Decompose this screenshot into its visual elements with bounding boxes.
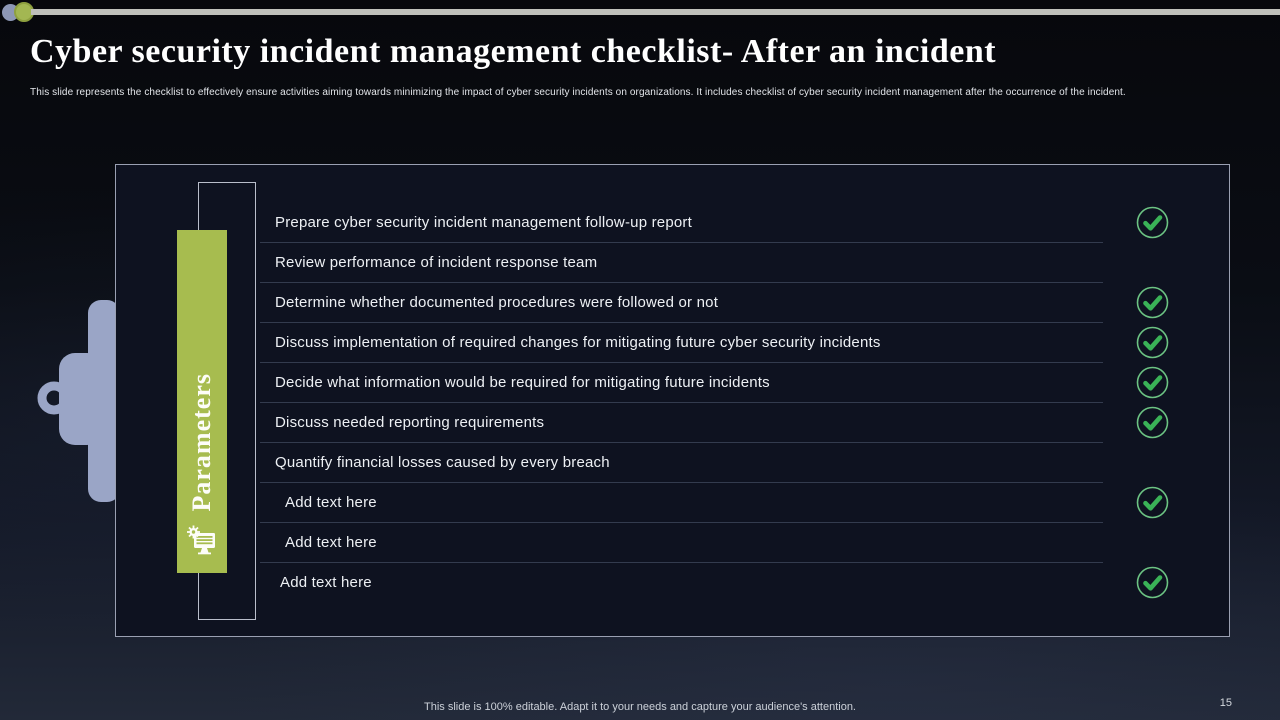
checklist-rows	[260, 203, 1103, 602]
check-circle-icon	[1135, 283, 1169, 323]
checklist-row	[260, 443, 1103, 483]
checklist-item-text: Determine whether documented procedures were followed or not	[275, 294, 719, 311]
check-column	[1135, 203, 1169, 602]
checklist-row	[260, 363, 1103, 403]
page-number: 15	[1219, 697, 1232, 709]
parameters-bar	[177, 230, 227, 573]
check-slot-empty	[1135, 442, 1169, 482]
checklist-row	[260, 323, 1103, 363]
checklist-item-text: Decide what information would be required for mitigating future incidents	[275, 374, 770, 391]
checklist-item-text: Review performance of incident response team	[275, 254, 598, 271]
checklist-item-text: Add text here	[285, 494, 377, 511]
checklist-item-text: Discuss implementation of required changes for mitigating future cyber security incidents	[275, 334, 881, 351]
checklist-row	[260, 403, 1103, 443]
monitor-gear-icon	[186, 525, 218, 557]
checklist-row	[260, 523, 1103, 563]
check-circle-icon	[1135, 203, 1169, 243]
check-circle-icon	[1135, 363, 1169, 403]
check-slot-empty	[1135, 243, 1169, 283]
check-circle-icon	[1135, 482, 1169, 522]
checklist-row	[260, 483, 1103, 523]
slide-subtitle: This slide represents the checklist to effectively ensure activities aiming towards minimizing the impact of cyber security incidents on organizations. It includes checklist of cyber security incident management after the occurrence of the incident.	[30, 87, 1126, 98]
checklist-row	[260, 283, 1103, 323]
clipboard-clip-icon	[35, 298, 120, 508]
check-circle-icon	[1135, 323, 1169, 363]
check-slot-empty	[1135, 522, 1169, 562]
check-circle-icon	[1135, 562, 1169, 602]
checklist-row	[260, 203, 1103, 243]
footer-note: This slide is 100% editable. Adapt it to your needs and capture your audience's attention.	[424, 701, 856, 713]
checklist-item-text: Add text here	[280, 574, 372, 591]
checklist-row	[260, 243, 1103, 283]
checklist-item-text: Prepare cyber security incident management follow-up report	[275, 214, 692, 231]
checklist-item-text: Quantify financial losses caused by every breach	[275, 454, 610, 471]
checklist-item-text: Discuss needed reporting requirements	[275, 414, 545, 431]
checklist-item-text: Add text here	[285, 534, 377, 551]
page-title: Cyber security incident management checklist- After an incident	[30, 33, 997, 70]
checklist-row	[260, 563, 1103, 602]
top-divider-bar	[31, 9, 1280, 15]
check-circle-icon	[1135, 403, 1169, 443]
parameters-label: Parameters	[187, 372, 216, 511]
